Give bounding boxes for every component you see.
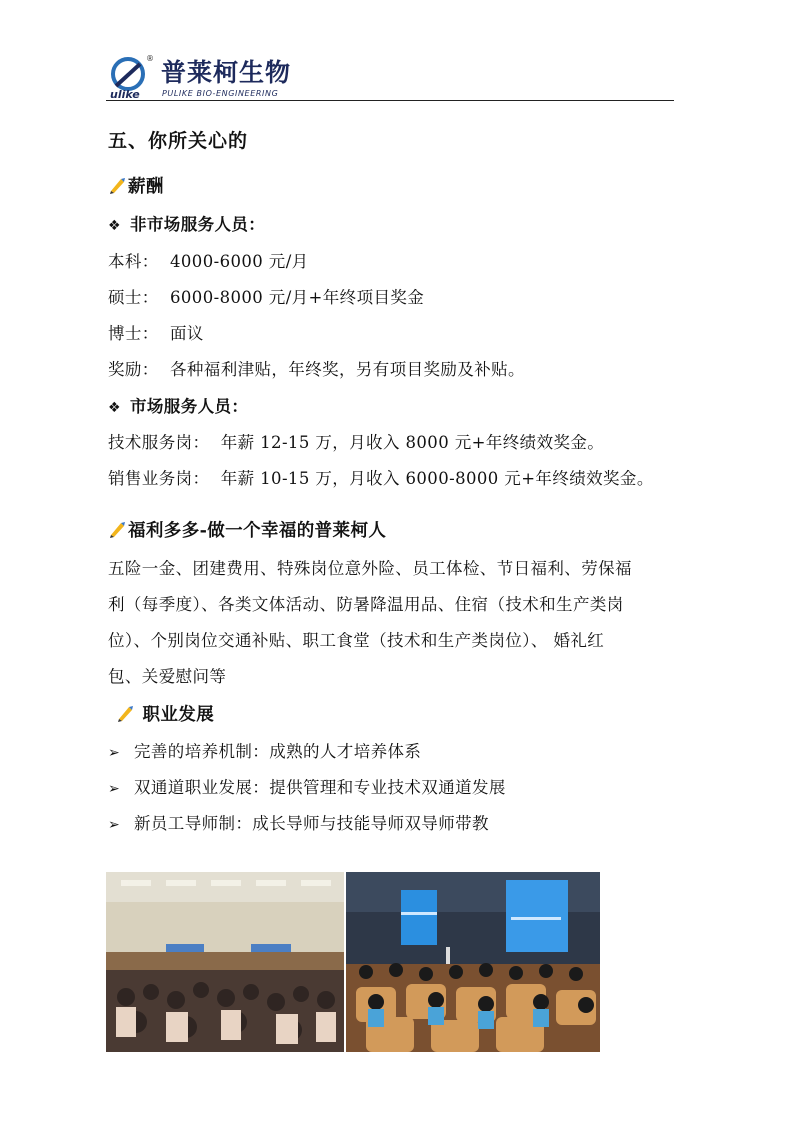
salary-row: 技术服务岗： 年薪 12-15 万，月收入 8000 元+年终绩效奖金。 [108,433,605,452]
pencil-icon [116,704,134,722]
career-heading [116,704,214,726]
section-title: 五、你所关心的 [108,130,249,152]
arrow-bullet-icon: ➢ [108,745,121,761]
photo-training-room-right [346,872,600,1052]
list-item: ➢ 完善的培养机制：成熟的人才培养体系 [108,741,421,764]
career-heading-text: 职业发展 [142,705,215,725]
diamond-bullet-icon: ❖ [108,218,121,234]
benefits-line: 五险一金、团建费用、特殊岗位意外险、员工体检、节日福利、劳保福 [108,559,632,578]
salary-row: 本科： 4000-6000 元/月 [108,252,309,271]
salary-heading [108,176,164,198]
benefits-heading-text: 福利多多-做一个幸福的普莱柯人 [128,521,387,541]
logo-chinese: 普莱柯生物 [161,58,292,87]
list-item: ➢ 新员工导师制：成长导师与技能导师双导师带教 [108,813,489,836]
header [106,56,674,102]
benefits-line: 利（每季度）、各类文体活动、防暑降温用品、住宿（技术和生产类岗 [108,595,624,614]
arrow-bullet-icon: ➢ [108,781,121,797]
logo-english: PULIKE BIO-ENGINEERING [162,89,279,98]
market-label: ❖ 市场服务人员： [108,396,248,419]
header-rule [106,100,674,101]
logo-mark-text: ulike [110,88,140,100]
pencil-icon [108,176,126,194]
salary-row: 销售业务岗： 年薪 10-15 万，月收入 6000-8000 元+年终绩效奖金。 [108,469,654,488]
benefits-line: 包、关爱慰问等 [108,667,227,686]
photo-training-room-left [106,872,344,1052]
salary-row: 奖励： 各种福利津贴，年终奖，另有项目奖励及补贴。 [108,360,525,379]
benefits-heading [108,520,386,542]
pencil-icon [108,520,126,538]
benefits-line: 位）、个别岗位交通补贴、职工食堂（技术和生产类岗位）、 婚礼红 [108,631,605,650]
list-item: ➢ 双通道职业发展：提供管理和专业技术双通道发展 [108,777,506,800]
salary-heading-text: 薪酬 [128,177,164,197]
salary-row: 博士： 面议 [108,324,204,343]
diamond-bullet-icon: ❖ [108,400,121,416]
non-market-label: ❖ 非市场服务人员： [108,214,265,237]
arrow-bullet-icon: ➢ [108,817,121,833]
salary-row: 硕士： 6000-8000 元/月+年终项目奖金 [108,288,425,307]
registered-mark: ® [146,54,154,63]
